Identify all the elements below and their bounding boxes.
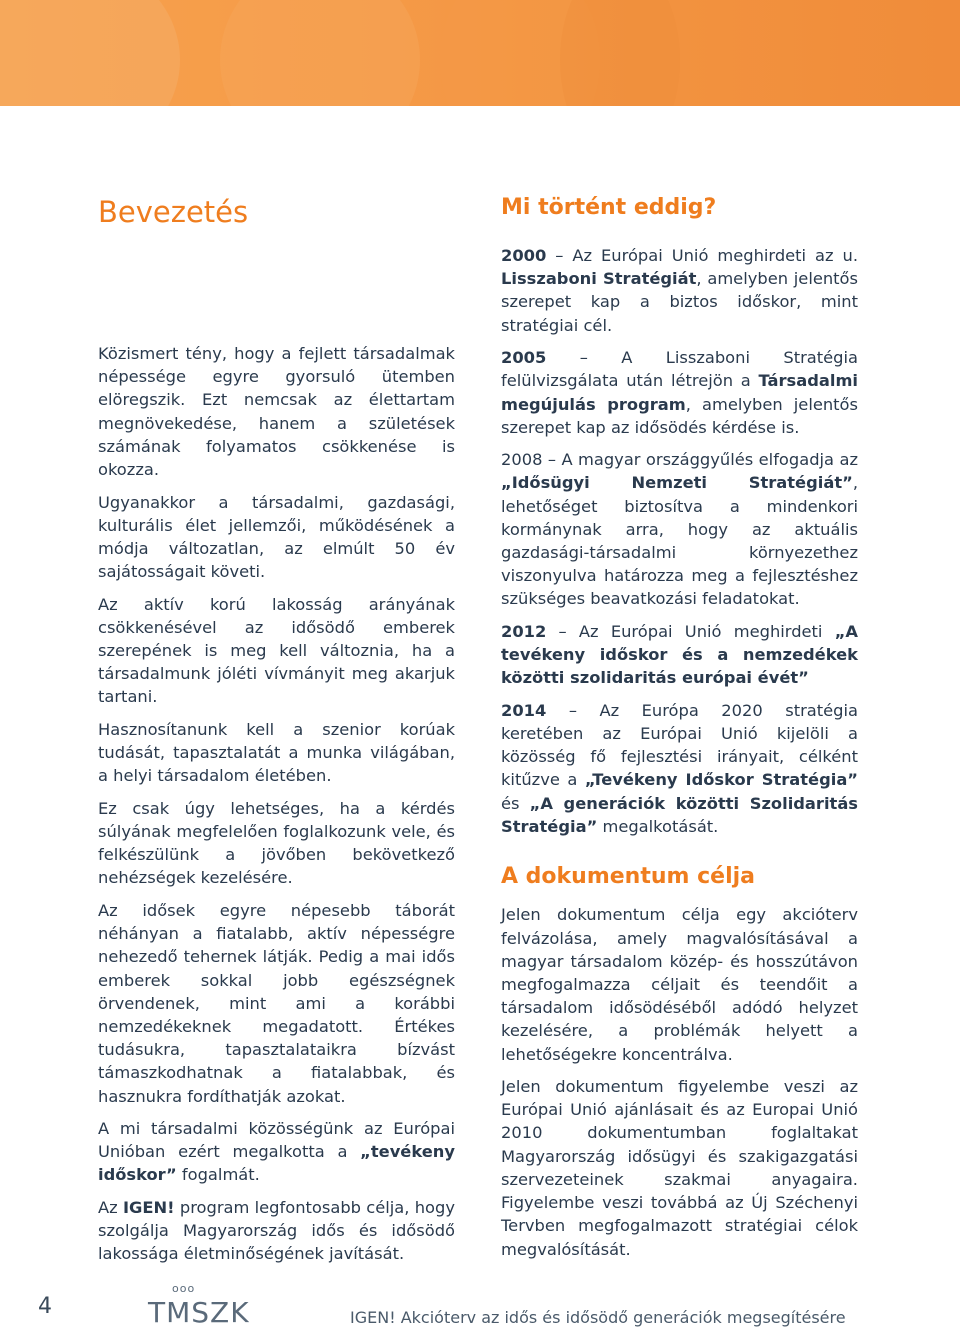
- header-banner: [0, 0, 960, 106]
- text-run: program legfontosabb célja, hogy szolgálja Magyarország idős és idősödő lakossága életminőségének javítását.: [98, 1197, 455, 1264]
- spacer: [98, 232, 455, 342]
- paragraph: [98, 1117, 455, 1187]
- logo-text: TMSZK: [148, 1296, 250, 1329]
- emphasis: Társadalmi megújulás program: [501, 371, 858, 414]
- emphasis: Lisszaboni Stratégiát: [501, 269, 697, 289]
- banner-shape: [560, 0, 680, 106]
- paragraph: Az idősek egyre népesebb táborát néhányan a fiatalabb, aktív népességre nehezedő tehernek látják. Pedig a mai idős emberek sokkal jobb egészségnek örvendenek, mint ami a korábbi nemzedékeknek megadatott. Értékes tudásukra, tapasztalataikra bízvást támaszkodhatnak a fiatalabbak, és hasznukra fordíthatják azokat.: [98, 900, 455, 1106]
- page-footer: [0, 1280, 960, 1329]
- spacer: [501, 893, 858, 903]
- text-run: , lehetőséget biztosítva a mindenkori kormánynak arra, hogy az aktuális gazdasági-társadalmi környezethez viszonyulva határozza meg a fejlesztéshez szükséges beavatkozási feladatokat.: [501, 473, 858, 609]
- emphasis: „A generációk közötti Szolidaritás Stratégia”: [501, 793, 858, 836]
- section-heading-purpose: A dokumentum célja: [501, 864, 755, 890]
- text-run: és: [501, 793, 530, 813]
- year: 2008: [501, 450, 543, 470]
- paragraph: Közismert tény, hogy a fejlett társadalmak népessége egyre gyorsuló ütemben elöregszik. Ezt nemcsak az élettartam megnövekedése, hanem a születések számának folyamatos csökkenése is okozza.: [98, 344, 455, 480]
- year: 2005: [501, 348, 547, 368]
- spacer: [501, 224, 858, 244]
- emphasis: „Idősügyi Nemzeti Stratégiát”: [501, 473, 853, 493]
- text-run: fogalmát.: [176, 1165, 260, 1185]
- spacer: [501, 847, 858, 861]
- footer-brand: IGEN!: [350, 1308, 396, 1327]
- emphasis: IGEN!: [122, 1197, 175, 1217]
- page-number: 4: [38, 1294, 52, 1319]
- year: 2012: [501, 621, 547, 641]
- text-run: – Az Európai Unió meghirdeti az u.: [546, 246, 858, 265]
- paragraph: Hasznosítanunk kell a szenior korúak tudását, tapasztalatát a munka világában, a helyi társadalom életében.: [98, 719, 455, 786]
- banner-shape: [0, 0, 180, 106]
- text-run: , amelyben jelentős szerepet kap az idősödés kérdése is.: [501, 394, 859, 437]
- emphasis: „Tevékeny Időskor Stratégia”: [584, 770, 859, 790]
- right-column: [501, 192, 858, 1270]
- left-column: [98, 192, 455, 1275]
- emphasis: „A tevékeny időskor és a nemzedékek közötti szolidaritás európai évét”: [501, 621, 858, 688]
- paragraph: Ugyanakkor a társadalmi, gazdasági, kulturális élet jellemzői, működésének a módja változatlan, az elmúlt 50 év sajátosságait követi.: [98, 492, 455, 582]
- paragraph: Jelen dokumentum figyelembe veszi az Európai Unió ajánlásait és az Europai Unió 2010 dokumentumban foglaltakat Magyarország idősügyi és szakigazgatási szervezeteinek szakmai anyagaira. Figyelembe veszi továbbá az Új Széchenyi Tervben megfogalmazott stratégiai célok megvalósítását.: [501, 1077, 858, 1259]
- footer-title: [350, 1308, 846, 1327]
- emphasis: „tevékeny időskor”: [98, 1142, 455, 1185]
- text-run: A mi társadalmi közösségünk az Európai Unióban ezért megalkotta a: [98, 1119, 455, 1162]
- timeline-entry: [501, 346, 858, 439]
- section-title-introduction: Bevezetés: [98, 195, 249, 229]
- text-run: Az: [98, 1197, 123, 1217]
- footer-document-title: Akcióterv az idős és idősödő generációk megsegítésére: [400, 1308, 846, 1327]
- text-run: – Az Európa 2020 stratégia keretében az Európai Unió kijelöli a közösség fő fejlesztési irányait, célként kitűzve a: [501, 700, 858, 790]
- timeline-entry: [501, 244, 858, 337]
- text-run: – A magyar országgyűlés elfogadja az: [542, 450, 858, 470]
- paragraph: Az aktív korú lakosság arányának csökkenésével az idősödő emberek szerepének is meg kell változnia, ha a társadalmunk jóléti vívmányit meg akarjuk tartani.: [98, 594, 455, 707]
- section-heading-history: Mi történt eddig?: [501, 195, 717, 220]
- text-run: , amelyben jelentős szerepet kap a biztos időskor, mint stratégiai cél.: [501, 269, 859, 335]
- paragraph: [98, 1196, 455, 1266]
- text-run: megalkotását.: [597, 816, 719, 836]
- timeline-entry: [501, 620, 858, 690]
- year: 2000: [501, 246, 547, 265]
- timeline-entry: [501, 699, 858, 838]
- text-run: – Az Európai Unió meghirdeti: [546, 621, 835, 641]
- logo-dots: ooo: [172, 1282, 196, 1295]
- banner-shape: [220, 0, 420, 106]
- paragraph: Ez csak úgy lehetséges, ha a kérdés súlyának megfelelően foglalkozunk vele, és felkészülünk a jövőben bekövetkező nehézségek kezelésére.: [98, 798, 455, 888]
- paragraph: Jelen dokumentum célja egy akcióterv felvázolása, amely magvalósításával a magyar társadalom közép- és hosszútávon megfogalmazza céljait és teendőit a társadalom idősödéséből adódó helyzet kezelésére, a problémák helyett a lehetőségekre koncentrálva.: [501, 905, 858, 1064]
- year: 2014: [501, 700, 547, 720]
- timeline-entry: [501, 448, 858, 610]
- text-run: – A Lisszaboni Stratégia felülvizsgálata után létrejön a: [501, 348, 858, 391]
